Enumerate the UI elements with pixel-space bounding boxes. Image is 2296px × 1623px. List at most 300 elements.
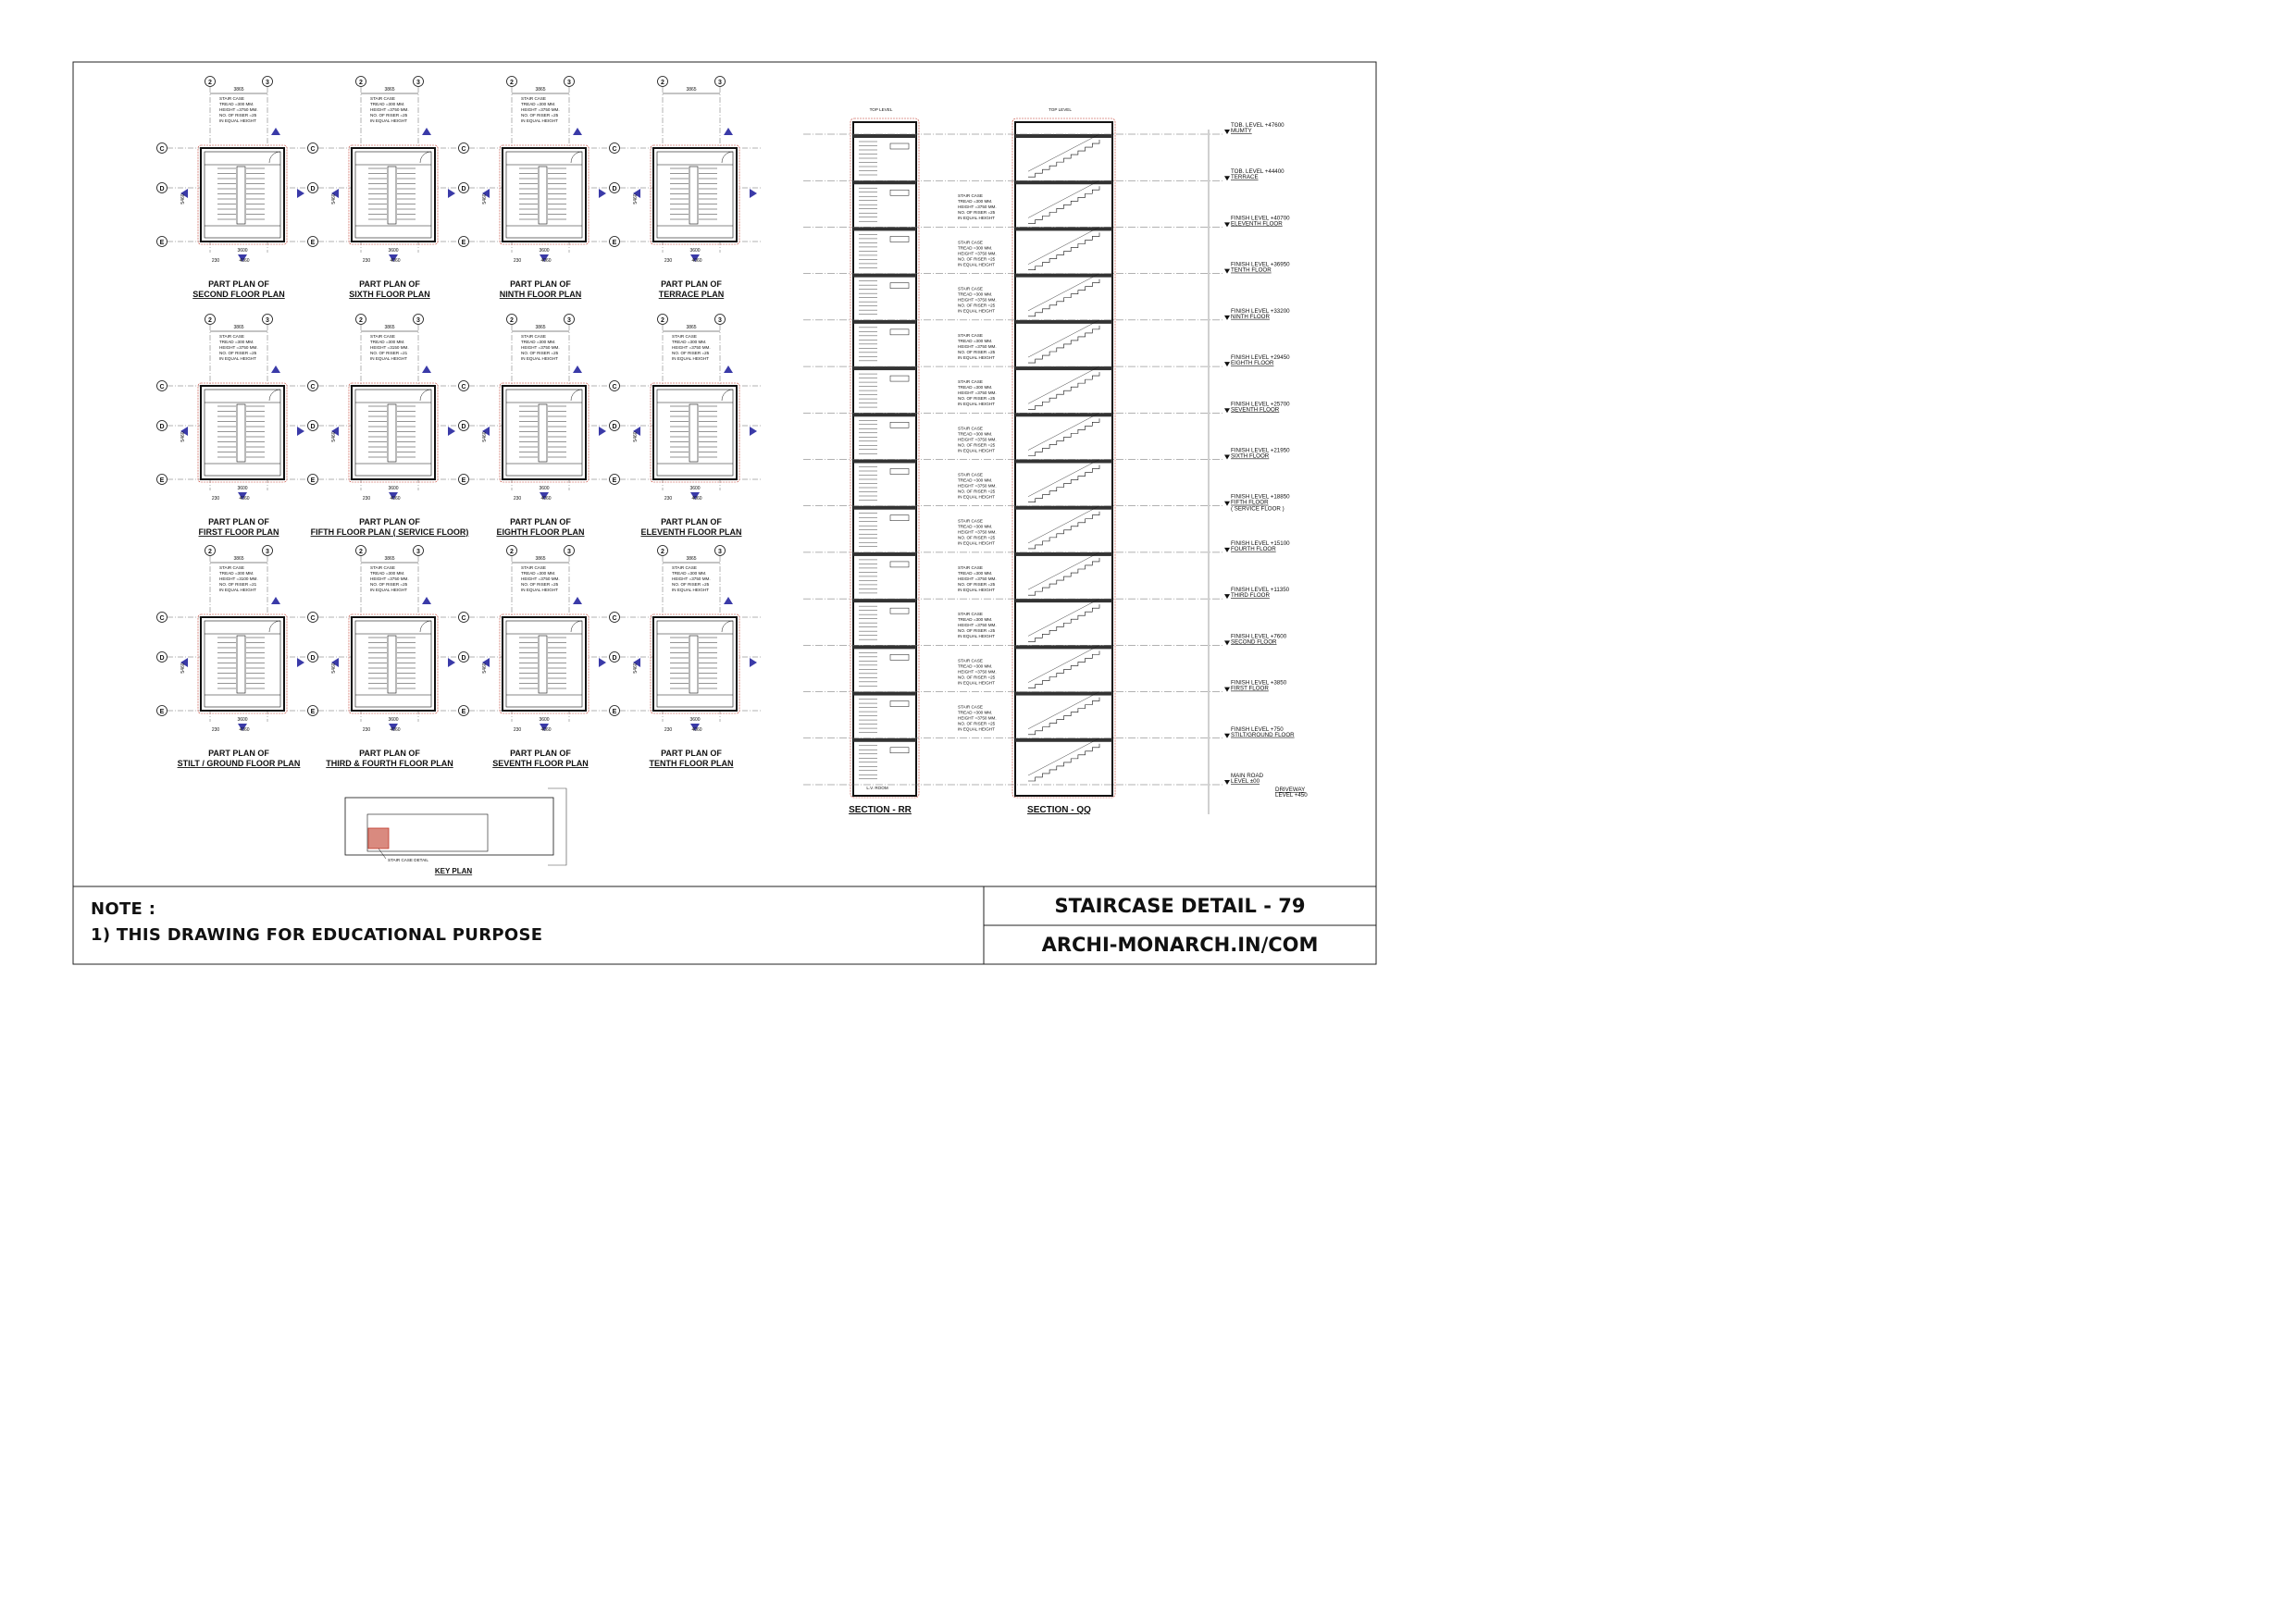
floor-slab xyxy=(853,460,916,464)
dim-text: 3600 xyxy=(388,486,399,491)
staircase-note: STAIR CASE xyxy=(219,96,244,101)
dim-text: 5460 xyxy=(482,663,488,674)
stair-well xyxy=(503,386,586,479)
grid-bubble-label: 3 xyxy=(416,80,420,86)
handrail xyxy=(1028,413,1099,450)
staircase-note: NO. OF RISER =21 xyxy=(219,582,257,587)
dim-text: 3600 xyxy=(388,248,399,254)
grid-bubble-label: 2 xyxy=(661,80,664,86)
grid-bubble-label: C xyxy=(461,146,466,153)
staircase-note: NO. OF RISER =25 xyxy=(672,351,710,355)
staircase-note: TREAD =300 MM. xyxy=(958,291,993,297)
plan-title: PART PLAN OF xyxy=(208,279,269,289)
dim-text: 4060 xyxy=(390,258,401,264)
dim-text: 4060 xyxy=(390,496,401,502)
stair-flight xyxy=(1028,232,1099,269)
dim-text: 3600 xyxy=(237,486,248,491)
floor-slab xyxy=(853,738,916,742)
level-label: TERRACE xyxy=(1231,174,1259,181)
dim-text: 4060 xyxy=(390,727,401,733)
staircase-note: TREAD =300 MM. xyxy=(958,570,993,576)
staircase-note: NO. OF RISER =25 xyxy=(958,349,996,354)
handrail xyxy=(1028,227,1099,264)
staircase-note: TREAD =300 MM. xyxy=(370,340,405,344)
section-marker xyxy=(448,189,455,198)
dim-text: 3600 xyxy=(689,248,701,254)
plan-title: ELEVENTH FLOOR PLAN xyxy=(640,527,742,537)
staircase-note: IN EQUAL HEIGHT xyxy=(521,118,558,123)
staircase-note: HEIGHT =3750 MM. xyxy=(958,715,997,721)
staircase-note: TREAD =300 MM. xyxy=(958,710,993,715)
grid-bubble-label: E xyxy=(159,240,165,246)
section-title: SECTION - RR xyxy=(849,805,912,815)
staircase-note: HEIGHT =3750 MM. xyxy=(958,483,997,489)
plan-title: SIXTH FLOOR PLAN xyxy=(349,290,430,299)
staircase-note: IN EQUAL HEIGHT xyxy=(958,494,995,500)
section-marker xyxy=(724,128,733,135)
staircase-note: HEIGHT =3750 MM. xyxy=(219,345,258,350)
grid-bubble-label: E xyxy=(461,709,466,715)
handrail xyxy=(1028,506,1099,543)
dim-text: 5460 xyxy=(482,193,488,204)
stair-well xyxy=(653,386,737,479)
level-marker xyxy=(1224,362,1230,366)
plan-title: PART PLAN OF xyxy=(208,517,269,527)
staircase-note: HEIGHT =3750 MM. xyxy=(958,297,997,303)
grid-bubble-label: 2 xyxy=(208,80,212,86)
plan-title: PART PLAN OF xyxy=(661,517,722,527)
landing xyxy=(890,422,909,427)
floor-plan xyxy=(610,546,763,769)
floor-slab xyxy=(1015,366,1112,370)
landing xyxy=(890,562,909,567)
dim-text: 3865 xyxy=(384,87,395,93)
staircase-note: NO. OF RISER =25 xyxy=(958,628,996,634)
dim-text: 230 xyxy=(362,727,371,733)
section-marker xyxy=(599,658,606,667)
staircase-note: HEIGHT =3750 MM. xyxy=(958,204,997,210)
drawing-sheet xyxy=(0,0,1436,1015)
section-outline xyxy=(850,118,919,798)
grid-bubble-label: 3 xyxy=(567,549,571,555)
level-label: FOURTH FLOOR xyxy=(1231,545,1276,552)
staircase-note: STAIR CASE xyxy=(370,96,395,101)
level-label: FINISH LEVEL +11350 xyxy=(1231,587,1290,594)
floor-plans-group xyxy=(157,77,763,769)
floor-slab xyxy=(853,599,916,602)
floor-plan xyxy=(157,77,311,300)
handrail xyxy=(1028,274,1099,311)
section-marker xyxy=(724,365,733,373)
level-label: MUMTY xyxy=(1231,128,1252,134)
top-level-label: TOP LEVEL xyxy=(869,107,893,112)
staircase-note: HEIGHT =3750 MM. xyxy=(958,251,997,256)
dim-text: 230 xyxy=(513,258,522,264)
staircase-note: NO. OF RISER =25 xyxy=(958,303,996,308)
section-marker xyxy=(422,128,431,135)
staircase-note: IN EQUAL HEIGHT xyxy=(958,634,995,639)
grid-bubble-label: C xyxy=(612,384,617,390)
floor-slab xyxy=(853,320,916,324)
handrail xyxy=(1028,645,1099,682)
floor-slab xyxy=(1015,692,1112,696)
staircase-note: IN EQUAL HEIGHT xyxy=(958,726,995,732)
section-view xyxy=(1012,107,1115,815)
floor-slab xyxy=(1015,506,1112,510)
dim-text: 3600 xyxy=(689,717,701,723)
handrail xyxy=(1028,552,1099,589)
dim-text: 4060 xyxy=(540,496,552,502)
staircase-note: IN EQUAL HEIGHT xyxy=(958,308,995,314)
grid-bubble-label: D xyxy=(461,424,466,430)
staircase-note: IN EQUAL HEIGHT xyxy=(672,356,709,361)
landing xyxy=(890,329,909,335)
dim-text: 5460 xyxy=(633,431,639,442)
stair-flight xyxy=(1028,698,1099,735)
level-label: FINISH LEVEL +7600 xyxy=(1231,633,1287,640)
dim-text: 4060 xyxy=(691,496,702,502)
landing xyxy=(890,283,909,289)
grid-bubble-label: E xyxy=(461,240,466,246)
level-label: NINTH FLOOR xyxy=(1231,313,1270,320)
staircase-note: IN EQUAL HEIGHT xyxy=(672,588,709,592)
staircase-note: NO. OF RISER =25 xyxy=(958,396,996,402)
dim-text: 3600 xyxy=(388,717,399,723)
dim-text: 3600 xyxy=(237,248,248,254)
section-marker xyxy=(297,189,304,198)
grid-bubble-label: 3 xyxy=(266,317,269,324)
plan-title: FIRST FLOOR PLAN xyxy=(198,527,279,537)
landing xyxy=(890,469,909,475)
floor-slab xyxy=(1015,599,1112,602)
key-plan-label: STAIR CASE DETAIL xyxy=(388,858,428,862)
grid-bubble-label: 2 xyxy=(661,317,664,324)
staircase-note: NO. OF RISER =25 xyxy=(672,582,710,587)
level-label: LEVEL ±00 xyxy=(1231,778,1260,785)
section-marker xyxy=(422,365,431,373)
floor-plan xyxy=(459,77,613,300)
level-marker xyxy=(1224,408,1230,413)
dim-text: 3600 xyxy=(539,717,550,723)
leader-line xyxy=(379,849,386,859)
staircase-note: HEIGHT =3750 MM. xyxy=(958,623,997,628)
dim-text: 3865 xyxy=(384,556,395,562)
staircase-note: TREAD =300 MM. xyxy=(958,385,993,390)
section-marker xyxy=(271,128,280,135)
section-marker xyxy=(573,597,582,604)
staircase-note: HEIGHT =3750 MM. xyxy=(958,437,997,442)
level-label: FINISH LEVEL +18850 xyxy=(1231,493,1290,501)
staircase-note: IN EQUAL HEIGHT xyxy=(219,356,256,361)
level-marker xyxy=(1224,269,1230,274)
grid-bubble-label: 2 xyxy=(510,549,514,555)
staircase-note: IN EQUAL HEIGHT xyxy=(370,356,407,361)
key-plan-group xyxy=(345,788,566,875)
floor-slab xyxy=(853,506,916,510)
stair-well xyxy=(352,148,435,242)
floor-plan xyxy=(459,315,613,538)
section-marker xyxy=(573,128,582,135)
floor-slab xyxy=(1015,460,1112,464)
level-label: ( SERVICE FLOOR ) xyxy=(1231,505,1285,513)
staircase-note: NO. OF RISER =25 xyxy=(219,351,257,355)
level-label: FINISH LEVEL +36950 xyxy=(1231,261,1290,268)
dim-text: 3600 xyxy=(689,486,701,491)
dim-text: 5460 xyxy=(180,663,186,674)
floor-slab xyxy=(853,180,916,184)
dim-text: 3865 xyxy=(535,556,546,562)
level-label: FINISH LEVEL +40700 xyxy=(1231,215,1290,222)
grid-bubble-label: D xyxy=(612,655,617,662)
dim-text: 3600 xyxy=(539,248,550,254)
level-marker xyxy=(1224,176,1230,180)
staircase-note: TREAD =300 MM. xyxy=(370,571,405,576)
section-title: SECTION - QQ xyxy=(1027,805,1091,815)
dim-text: 230 xyxy=(211,258,220,264)
staircase-note: TREAD =300 MM. xyxy=(958,199,993,204)
staircase-note: HEIGHT =3750 MM. xyxy=(672,576,711,581)
level-label: FIRST FLOOR xyxy=(1231,685,1269,692)
stair-flight xyxy=(1028,279,1099,316)
stair-flight xyxy=(1028,558,1099,595)
grid-bubble-label: E xyxy=(612,240,617,246)
grid-bubble-label: 3 xyxy=(266,80,269,86)
floor-plan xyxy=(308,315,469,538)
note-box xyxy=(74,886,984,964)
floor-slab xyxy=(853,366,916,370)
level-label: ELEVENTH FLOOR xyxy=(1231,220,1283,228)
staircase-note: IN EQUAL HEIGHT xyxy=(958,354,995,360)
level-label: EIGHTH FLOOR xyxy=(1231,360,1274,367)
floor-slab xyxy=(853,552,916,556)
staircase-note: TREAD =300 MM. xyxy=(958,431,993,437)
level-label: LEVEL +450 xyxy=(1275,792,1308,799)
staircase-note: IN EQUAL HEIGHT xyxy=(521,588,558,592)
staircase-note: TREAD =300 MM. xyxy=(521,571,556,576)
plan-title: NINTH FLOOR PLAN xyxy=(499,290,582,299)
staircase-note: IN EQUAL HEIGHT xyxy=(958,587,995,592)
staircase-note: HEIGHT =3750 MM. xyxy=(219,107,258,112)
dim-text: 3865 xyxy=(233,87,244,93)
level-label: STILT/GROUND FLOOR xyxy=(1231,731,1295,738)
level-marker xyxy=(1224,502,1230,506)
handrail xyxy=(1028,692,1099,729)
level-marker xyxy=(1224,222,1230,227)
floor-slab xyxy=(853,692,916,696)
dim-text: 4060 xyxy=(540,258,552,264)
stair-flight xyxy=(1028,512,1099,549)
handrail xyxy=(1028,180,1099,217)
staircase-note: IN EQUAL HEIGHT xyxy=(219,588,256,592)
staircase-note: NO. OF RISER =25 xyxy=(370,582,408,587)
grid-bubble-label: 3 xyxy=(416,549,420,555)
grid-bubble-label: 2 xyxy=(510,317,514,324)
grid-bubble-label: 2 xyxy=(208,549,212,555)
plan-title: PART PLAN OF xyxy=(510,517,571,527)
grid-bubble-label: 3 xyxy=(416,317,420,324)
landing xyxy=(890,515,909,521)
staircase-note: HEIGHT =3750 MM. xyxy=(958,576,997,581)
dim-text: 3865 xyxy=(686,87,697,93)
stair-flight xyxy=(1028,604,1099,641)
level-label: TENTH FLOOR xyxy=(1231,266,1272,274)
grid-bubble-label: C xyxy=(159,146,165,153)
grid-bubble-label: 2 xyxy=(359,80,363,86)
staircase-note: NO. OF RISER =25 xyxy=(958,489,996,494)
plan-title: PART PLAN OF xyxy=(359,517,420,527)
level-marker xyxy=(1224,455,1230,460)
level-label: MAIN ROAD xyxy=(1231,773,1264,779)
staircase-note: NO. OF RISER =25 xyxy=(958,442,996,448)
plan-title: PART PLAN OF xyxy=(510,279,571,289)
staircase-note: STAIR CASE xyxy=(958,612,983,617)
dim-text: 3865 xyxy=(535,87,546,93)
level-label: THIRD FLOOR xyxy=(1231,592,1270,600)
staircase-note: STAIR CASE xyxy=(958,518,983,524)
level-label: FINISH LEVEL +21950 xyxy=(1231,447,1290,454)
level-label: FINISH LEVEL +15100 xyxy=(1231,539,1290,547)
plan-title: TERRACE PLAN xyxy=(658,290,725,299)
landing xyxy=(890,376,909,381)
grid-bubble-label: E xyxy=(461,477,466,484)
dim-text: 230 xyxy=(513,727,522,733)
dim-text: 5460 xyxy=(482,431,488,442)
grid-bubble-label: 3 xyxy=(266,549,269,555)
staircase-note: STAIR CASE xyxy=(521,96,546,101)
plan-title: PART PLAN OF xyxy=(661,279,722,289)
stair-well xyxy=(201,386,284,479)
level-label: TOB. LEVEL +44400 xyxy=(1231,168,1285,176)
grid-bubble-label: E xyxy=(310,240,316,246)
floor-plan xyxy=(459,546,613,769)
handrail xyxy=(1028,599,1099,636)
grid-bubble-label: C xyxy=(310,615,316,622)
dim-text: 230 xyxy=(362,258,371,264)
staircase-note: STAIR CASE xyxy=(521,565,546,570)
staircase-note: TREAD =300 MM. xyxy=(958,663,993,669)
level-marker xyxy=(1224,688,1230,692)
level-label: DRIVEWAY xyxy=(1275,787,1306,793)
grid-bubble-label: C xyxy=(310,384,316,390)
handrail xyxy=(1028,134,1099,171)
top-level-label: TOP LEVEL xyxy=(1049,107,1072,112)
landing xyxy=(890,654,909,660)
staircase-note: HEIGHT =3750 MM. xyxy=(370,576,409,581)
level-marker xyxy=(1224,734,1230,738)
staircase-note: NO. OF RISER =25 xyxy=(958,535,996,540)
grid-bubble-label: C xyxy=(461,615,466,622)
staircase-note: TREAD =300 MM. xyxy=(958,245,993,251)
floor-slab xyxy=(1015,180,1112,184)
stair-flight xyxy=(1028,372,1099,409)
key-plan-title: KEY PLAN xyxy=(434,867,473,875)
plan-title: THIRD & FOURTH FLOOR PLAN xyxy=(326,759,453,768)
staircase-note: STAIR CASE xyxy=(958,472,983,477)
section-marker xyxy=(297,427,304,436)
staircase-note: HEIGHT =3750 MM. xyxy=(958,669,997,675)
staircase-note: STAIR CASE xyxy=(958,193,983,199)
grid-bubble-label: D xyxy=(159,424,165,430)
level-marker xyxy=(1224,780,1230,785)
level-label: FIFTH FLOOR xyxy=(1231,499,1269,506)
section-marker xyxy=(271,597,280,604)
room-label: L.V. ROOM xyxy=(866,786,888,790)
section-marker xyxy=(297,658,304,667)
staircase-note: STAIR CASE xyxy=(958,332,983,338)
staircase-note: NO. OF RISER =21 xyxy=(370,351,408,355)
level-label: FINISH LEVEL +33200 xyxy=(1231,307,1290,315)
floor-plan xyxy=(308,546,462,769)
staircase-note: HEIGHT =3750 MM. xyxy=(521,107,560,112)
stair-flight xyxy=(1028,744,1099,781)
dim-text: 230 xyxy=(664,727,673,733)
staircase-note: NO. OF RISER =25 xyxy=(958,210,996,216)
plan-title: SECOND FLOOR PLAN xyxy=(192,290,285,299)
stair-well xyxy=(653,617,737,711)
dim-text: 3865 xyxy=(535,325,546,330)
dim-text: 230 xyxy=(362,496,371,502)
floor-slab xyxy=(853,227,916,230)
landing xyxy=(890,190,909,195)
staircase-note: NO. OF RISER =25 xyxy=(958,721,996,726)
staircase-note: NO. OF RISER =25 xyxy=(521,582,559,587)
grid-bubble-label: D xyxy=(612,186,617,192)
staircase-note: HEIGHT =3750 MM. xyxy=(958,529,997,535)
sections-group xyxy=(803,107,1308,815)
floor-slab xyxy=(1015,738,1112,742)
staircase-note: IN EQUAL HEIGHT xyxy=(958,680,995,686)
staircase-note: TREAD =300 MM. xyxy=(672,571,707,576)
stair-flight xyxy=(1028,465,1099,502)
stair-well xyxy=(653,148,737,242)
dim-text: 5460 xyxy=(331,193,337,204)
staircase-note: HEIGHT =3750 MM. xyxy=(958,343,997,349)
staircase-note: STAIR CASE xyxy=(370,565,395,570)
grid-bubble-label: 2 xyxy=(510,80,514,86)
staircase-note: IN EQUAL HEIGHT xyxy=(521,356,558,361)
level-label: FINISH LEVEL +29450 xyxy=(1231,354,1290,362)
level-marker xyxy=(1224,316,1230,320)
level-marker xyxy=(1224,594,1230,599)
grid-bubble-label: 2 xyxy=(208,317,212,324)
staircase-note: IN EQUAL HEIGHT xyxy=(958,448,995,453)
dim-text: 3865 xyxy=(233,325,244,330)
floor-plan xyxy=(610,77,763,300)
floor-slab xyxy=(1015,552,1112,556)
grid-bubble-label: 3 xyxy=(718,549,722,555)
staircase-note: HEIGHT =3150 MM. xyxy=(370,345,409,350)
staircase-note: IN EQUAL HEIGHT xyxy=(219,118,256,123)
grid-bubble-label: 2 xyxy=(359,549,363,555)
stair-flight xyxy=(1028,140,1099,177)
staircase-note: NO. OF RISER =25 xyxy=(521,113,559,118)
section-view xyxy=(849,107,919,815)
grid-bubble-label: C xyxy=(159,615,165,622)
staircase-note: STAIR CASE xyxy=(370,334,395,339)
staircase-note: IN EQUAL HEIGHT xyxy=(958,540,995,546)
staircase-note: TREAD =300 MM. xyxy=(521,102,556,106)
staircase-note: HEIGHT =3750 MM. xyxy=(521,576,560,581)
plan-title: FIFTH FLOOR PLAN ( SERVICE FLOOR) xyxy=(310,527,469,537)
level-label: FINISH LEVEL +25700 xyxy=(1231,401,1290,408)
staircase-note: IN EQUAL HEIGHT xyxy=(958,216,995,221)
grid-bubble-label: E xyxy=(310,709,316,715)
grid-bubble-label: D xyxy=(159,186,165,192)
grid-bubble-label: E xyxy=(612,477,617,484)
stair-well xyxy=(352,617,435,711)
staircase-note: IN EQUAL HEIGHT xyxy=(370,588,407,592)
landing xyxy=(890,236,909,242)
